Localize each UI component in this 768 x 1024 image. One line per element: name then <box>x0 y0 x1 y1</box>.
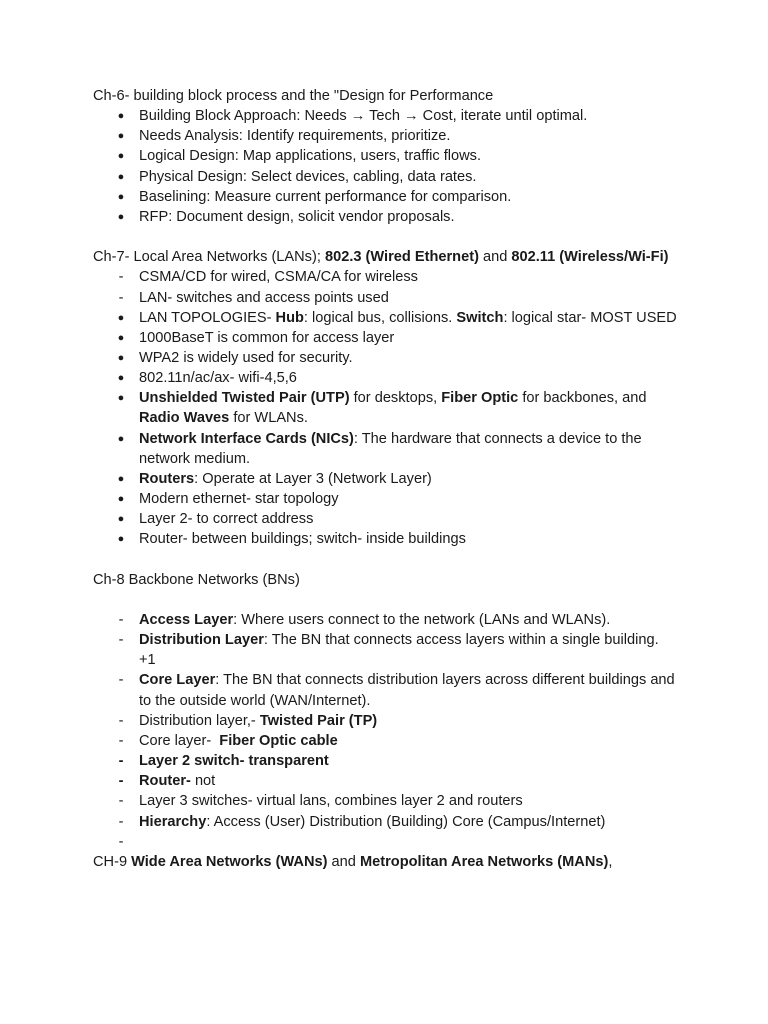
list-item: - LAN- switches and access points used <box>93 288 683 308</box>
list-item: ● Logical Design: Map applications, users, traffic flows. <box>93 146 683 166</box>
list-item: - Core Layer: The BN that connects distribution layers across different buildings and to the outside world (WAN/Internet). <box>93 670 683 710</box>
list-item: ● Router- between buildings; switch- inside buildings <box>93 529 683 549</box>
ch8-list <box>93 610 683 852</box>
list-item: ● 1000BaseT is common for access layer <box>93 328 683 348</box>
ch7-heading: Ch-7- Local Area Networks (LANs); 802.3 (Wired Ethernet) and 802.11 (Wireless/Wi-Fi) <box>93 249 669 266</box>
spacer <box>93 590 683 610</box>
dash-marker: - <box>118 269 124 286</box>
bullet-marker: ● <box>117 533 125 546</box>
list-item: ● WPA2 is widely used for security. <box>93 348 683 368</box>
bullet-marker: ● <box>117 170 125 183</box>
list-item: - CSMA/CD for wired, CSMA/CA for wireless <box>93 267 683 287</box>
dash-marker: - <box>118 813 124 830</box>
bullet-marker: ● <box>117 432 125 445</box>
bullet-marker: ● <box>117 210 125 223</box>
list-item: - Layer 2 switch- transparent <box>93 751 683 771</box>
spacer <box>93 550 683 570</box>
ch6-heading: Ch-6- building block process and the "Design for Performance <box>93 88 494 104</box>
list-item: ● Network Interface Cards (NICs): The hardware that connects a device to the network medium. <box>93 429 683 469</box>
dash-marker: - <box>118 753 124 770</box>
dash-marker: - <box>118 712 124 729</box>
bullet-marker: ● <box>117 392 125 405</box>
list-item: ● Layer 2- to correct address <box>93 509 683 529</box>
list-item: ● 802.11n/ac/ax- wifi-4,5,6 <box>93 368 683 388</box>
ch8-heading: Ch-8 Backbone Networks (BNs) <box>93 571 300 588</box>
dash-marker: - <box>118 773 124 790</box>
list-item: ● Modern ethernet- star topology <box>93 489 683 509</box>
ch6-bullet-list <box>93 106 683 227</box>
dash-marker: - <box>118 833 124 850</box>
bullet-marker: ● <box>117 513 125 526</box>
bullet-marker: ● <box>117 311 125 324</box>
list-item: - Core layer- Fiber Optic cable <box>93 731 683 751</box>
ch7-list <box>93 267 683 549</box>
list-item: ● Unshielded Twisted Pair (UTP) for desktops, Fiber Optic for backbones, and Radio Waves for WLANs. <box>93 388 683 428</box>
plus-one-note: +1 <box>139 652 156 669</box>
document-page <box>93 86 683 872</box>
list-item: - Layer 3 switches- virtual lans, combines layer 2 and routers <box>93 791 683 811</box>
dash-marker: - <box>118 793 124 810</box>
list-item: - Access Layer: Where users connect to the network (LANs and WLANs). <box>93 610 683 630</box>
bullet-marker: ● <box>117 493 125 506</box>
bullet-marker: ● <box>117 331 125 344</box>
bullet-marker: ● <box>117 352 125 365</box>
ch9-heading: CH-9 Wide Area Networks (WANs) and Metropolitan Area Networks (MANs), <box>93 853 613 870</box>
bullet-marker: ● <box>117 110 125 123</box>
list-item: ● Physical Design: Select devices, cabling, data rates. <box>93 167 683 187</box>
bullet-marker: ● <box>117 150 125 163</box>
spacer <box>93 227 683 247</box>
dash-marker: - <box>118 672 124 689</box>
list-item: - Distribution Layer: The BN that connects access layers within a single building. +1 <box>93 630 683 670</box>
list-item: ● RFP: Document design, solicit vendor proposals. <box>93 207 683 227</box>
list-item: ● Routers: Operate at Layer 3 (Network Layer) <box>93 469 683 489</box>
dash-marker: - <box>118 732 124 749</box>
bullet-marker: ● <box>117 372 125 385</box>
bullet-marker: ● <box>117 472 125 485</box>
dash-marker: - <box>118 632 124 649</box>
dash-marker: - <box>118 289 124 306</box>
list-item: - Router- not <box>93 771 683 791</box>
list-item: ● Needs Analysis: Identify requirements, prioritize. <box>93 126 683 146</box>
list-item: ● Baselining: Measure current performance for comparison. <box>93 187 683 207</box>
bullet-marker: ● <box>117 130 125 143</box>
list-item: - Hierarchy: Access (User) Distribution (Building) Core (Campus/Internet) <box>93 812 683 832</box>
list-item: - Distribution layer,- Twisted Pair (TP) <box>93 711 683 731</box>
list-item: ● Building Block Approach: Needs → Tech → Cost, iterate until optimal. <box>93 106 683 126</box>
bullet-marker: ● <box>117 190 125 203</box>
list-item: ● LAN TOPOLOGIES- Hub: logical bus, collisions. Switch: logical star- MOST USED <box>93 308 683 328</box>
dash-marker: - <box>118 612 124 629</box>
list-item <box>93 832 683 852</box>
